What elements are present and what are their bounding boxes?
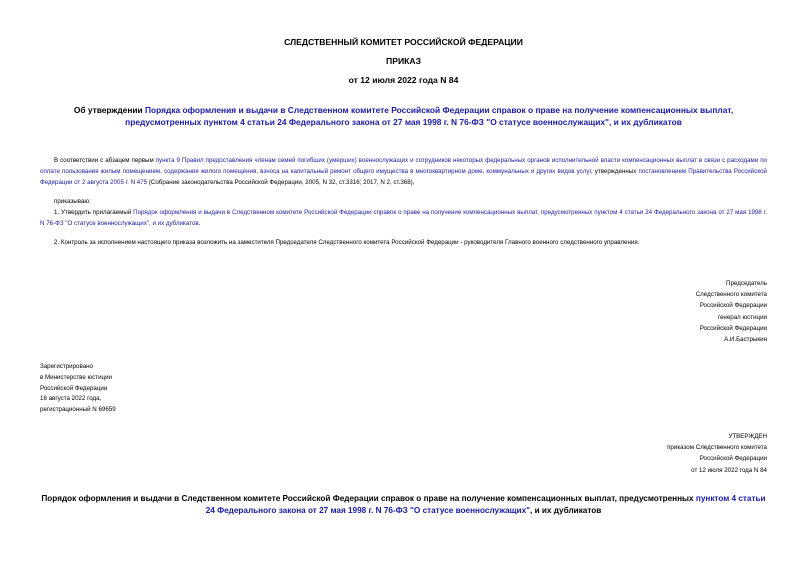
order-word: приказываю:: [54, 198, 91, 205]
title-link[interactable]: Порядка оформления и выдачи в Следственном комитете Российской Федерации справок о праве на получение компенсационных выплат, предусмотренных пунктом 4 статьи 24 Федерального закона от 27 мая 1998 г. N 76-ФЗ "О статусе военнослужащих", и их дубликатов: [125, 105, 734, 127]
approved-block: [667, 431, 767, 476]
approved-line: от 12 июля 2022 года N 84: [691, 466, 767, 474]
procedure-title-text: Порядок оформления и выдачи в Следственном комитете Российской Федерации справок о праве на получение компенсационных выплат, предусмотренных: [41, 494, 696, 503]
preamble-link-rules[interactable]: пункта 9 Правил предоставления членам семей погибших (умерших) военнослужащих и сотрудников некоторых федеральных органов исполнительной власти компенсационных выплат в связи с расходами по оплате пользования жилым помещением, содержания жилого помещения, взноса на капитальный ремонт общего имущества в многоквартирном доме, коммунальных и других видов услуг: [40, 157, 767, 175]
signature-line: Российской Федерации: [699, 324, 767, 332]
signature-line: Председатель: [726, 280, 767, 287]
item-1-link[interactable]: Порядок оформления и выдачи в Следственном комитете Российской Федерации справок о праве на получение компенсационных выплат, предусмотренных пунктом 4 статьи 24 Федерального закона от 27 мая 1998 г. N 76-ФЗ "О статусе военнослужащих", и их дубликатов: [40, 209, 767, 227]
registration-line: Российской Федерации: [40, 384, 108, 392]
procedure-title-suffix: , и их дубликатов: [530, 506, 602, 515]
signature-line: генерал юстиции: [717, 313, 767, 321]
item-2-paragraph: 2. Контроль за исполнением настоящего приказа возложить на заместителя Председателя Следственного комитета Российской Федерации - руководителя Главного военного следственного управления.: [54, 239, 640, 246]
preamble-text-1: В соответствии с абзацем первым: [54, 157, 156, 164]
signature-block: [696, 278, 767, 345]
signature-line: Российской Федерации: [699, 302, 767, 310]
document-title: [40, 104, 767, 128]
procedure-title-link[interactable]: пунктом 4 статьи 24 Федерального закона от 27 мая 1998 г. N 76-ФЗ "О статусе военнослужащих": [205, 494, 766, 515]
item-1-suffix: .: [198, 219, 201, 227]
preamble-text-2: , утвержденных: [590, 167, 639, 175]
preamble-text-3: (Собрание законодательства Российской Федерации, 2005, N 32, ст.3316; 2017, N 2, ст.368),: [147, 178, 415, 186]
registration-block: [40, 362, 116, 416]
registration-line: в Министерстве юстиции: [40, 373, 113, 381]
doc-date-number: от 12 июля 2022 года N 84: [348, 75, 459, 85]
signature-line: А.И.Бастрыкин: [724, 336, 767, 344]
registration-line: регистрационный N 69659: [40, 406, 116, 414]
title-prefix: Об утверждении: [73, 105, 145, 115]
item-1-prefix: 1. Утвердить прилагаемый: [54, 209, 134, 216]
approved-line: приказом Следственного комитета: [667, 444, 767, 452]
approved-line: Российской Федерации: [699, 455, 767, 463]
procedure-title: [40, 493, 767, 517]
registration-line: 16 августа 2022 года,: [40, 395, 102, 403]
doc-type-heading: ПРИКАЗ: [386, 56, 421, 66]
signature-line: Следственного комитета: [695, 291, 767, 299]
authority-heading: СЛЕДСТВЕННЫЙ КОМИТЕТ РОССИЙСКОЙ ФЕДЕРАЦИИ: [284, 37, 523, 47]
preamble-link-decree[interactable]: постановлением Правительства Российской Федерации от 2 августа 2005 г. N 475: [40, 167, 767, 186]
registration-line: Зарегистрировано: [40, 363, 93, 370]
item-1-paragraph: [40, 208, 767, 230]
preamble-paragraph: [40, 156, 767, 188]
approved-line: УТВЕРЖДЕН: [728, 433, 767, 440]
